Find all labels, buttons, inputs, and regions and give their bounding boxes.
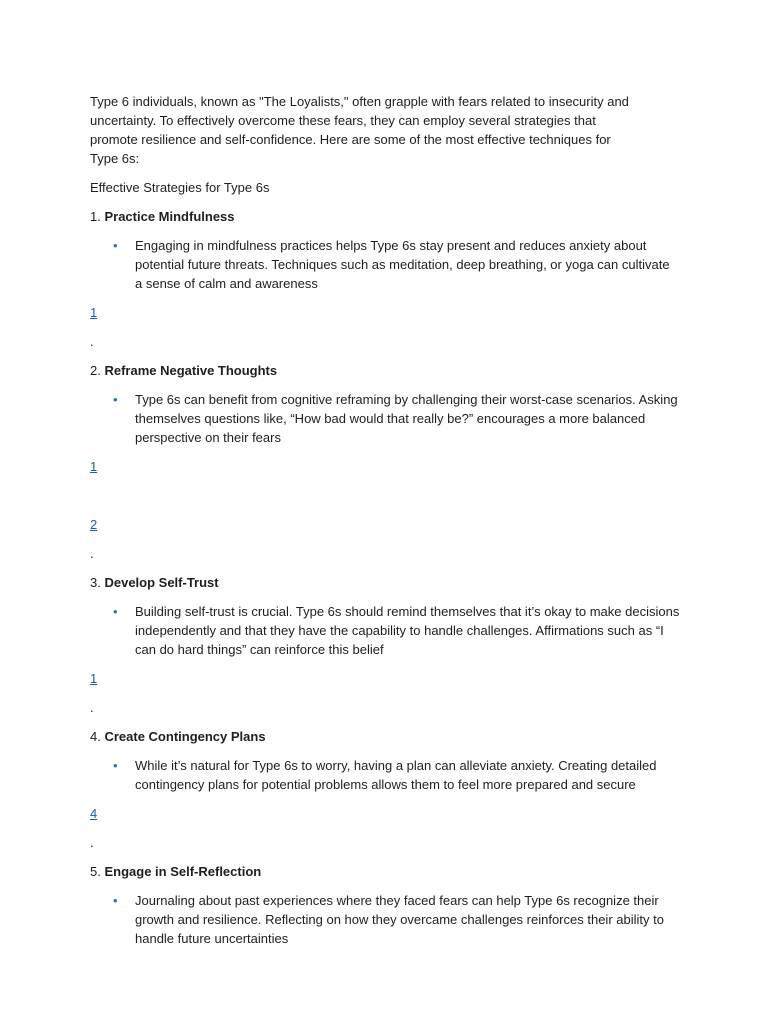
section-heading [90, 862, 690, 881]
section-heading [90, 207, 690, 226]
section-number: 3. [90, 575, 101, 590]
period-mark: . [90, 700, 94, 715]
bullet-text: Engaging in mindfulness practices helps Type 6s stay present and reduces anxiety about potential future threats. Techniques such as meditation, deep breathing, or yoga can cultivate a sense of calm and awareness [135, 238, 670, 291]
section-heading [90, 361, 690, 380]
strategies-subheading: Effective Strategies for Type 6s [90, 180, 270, 195]
section-title: Practice Mindfulness [104, 209, 235, 224]
bullet-icon: • [113, 758, 118, 773]
bullet-list [90, 602, 690, 659]
bullet-text: While it’s natural for Type 6s to worry, having a plan can alleviate anxiety. Creating detailed contingency plans for potential problems allows them to feel more prepared and secure [135, 758, 657, 792]
reference-link[interactable]: 1 [90, 671, 98, 686]
bullet-list [90, 390, 690, 447]
bullet-item [113, 756, 680, 794]
section-1 [90, 207, 690, 351]
bullet-item [113, 891, 680, 948]
bullet-text: Journaling about past experiences where they faced fears can help Type 6s recognize their growth and resilience. Reflecting on how they overcame challenges reinforces their ability to handle future uncertainties [135, 893, 664, 946]
section-number: 4. [90, 729, 101, 744]
section-5 [90, 862, 690, 948]
reference-link[interactable]: 1 [90, 305, 98, 320]
section-4 [90, 727, 690, 852]
bullet-list [90, 756, 690, 794]
section-number: 5. [90, 864, 101, 879]
section-heading [90, 727, 690, 746]
period-mark: . [90, 546, 94, 561]
bullet-icon: • [113, 604, 118, 619]
intro-paragraph: Type 6 individuals, known as "The Loyalists," often grapple with fears related to insecurity and uncertainty. To effectively overcome these fears, they can employ several strategies that promote resilience and self-confidence. Here are some of the most effective techniques for Type 6s: [90, 94, 629, 166]
section-2 [90, 361, 690, 563]
period-mark: . [90, 334, 94, 349]
reference-link[interactable]: 1 [90, 459, 98, 474]
section-title: Create Contingency Plans [104, 729, 266, 744]
bullet-text: Type 6s can benefit from cognitive reframing by challenging their worst-case scenarios. Asking themselves questions like, “How bad would that really be?” encourages a more balanced perspective on their fears [135, 392, 678, 445]
bullet-icon: • [113, 893, 118, 908]
document-body [90, 92, 690, 948]
reference-link[interactable]: 4 [90, 806, 98, 821]
section-title: Engage in Self-Reflection [104, 864, 262, 879]
section-number: 2. [90, 363, 101, 378]
bullet-text: Building self-trust is crucial. Type 6s should remind themselves that it’s okay to make decisions independently and that they have the capability to handle challenges. Affirmations such as “I can do hard things” can reinforce this belief [135, 604, 680, 657]
period-mark: . [90, 835, 94, 850]
bullet-list [90, 236, 690, 293]
section-number: 1. [90, 209, 101, 224]
section-title: Develop Self-Trust [104, 575, 219, 590]
bullet-list [90, 891, 690, 948]
bullet-item [113, 236, 680, 293]
bullet-icon: • [113, 392, 118, 407]
section-title: Reframe Negative Thoughts [104, 363, 278, 378]
section-3 [90, 573, 690, 717]
bullet-item [113, 390, 680, 447]
bullet-icon: • [113, 238, 118, 253]
reference-link[interactable]: 2 [90, 517, 98, 532]
bullet-item [113, 602, 680, 659]
section-heading [90, 573, 690, 592]
